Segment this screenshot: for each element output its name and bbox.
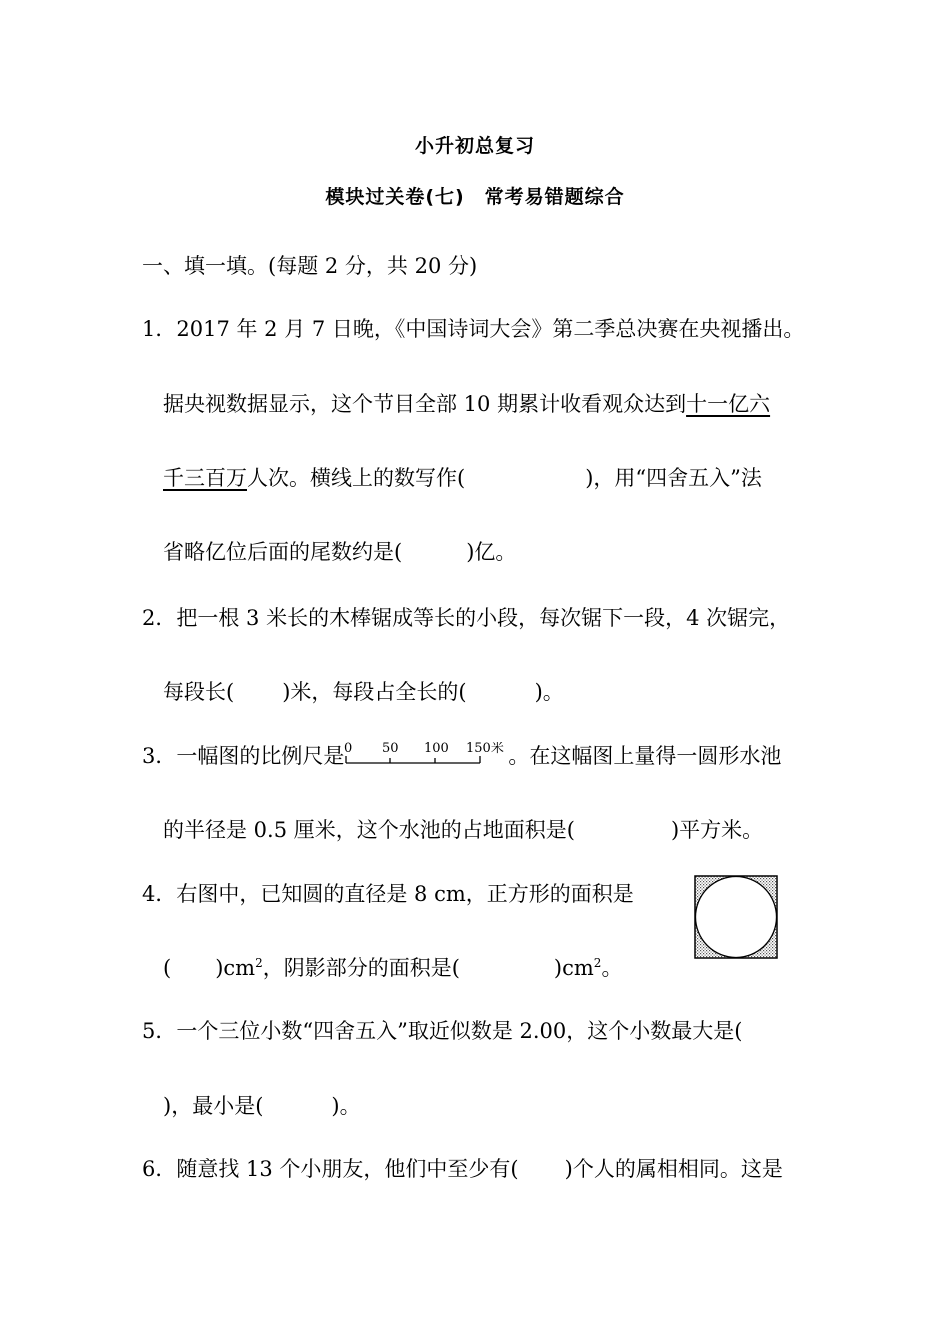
q3-text: 3．一幅图的比例尺是 [142,744,345,768]
q1-text: 省略亿位后面的尾数约是( [163,540,403,564]
q4-text: ( [163,956,172,980]
q5-line1: 5．一个三位小数“四舍五入”取近似数是 2.00，这个小数最大是( [142,1019,743,1043]
q2-text: 每段长( [163,680,235,704]
q3-line2 [163,816,763,844]
q1-line4 [163,538,516,566]
q4-text: ，阴影部分的面积是( [262,956,460,980]
q6-line1 [142,1155,783,1183]
q3-line1 [142,742,781,770]
page-subtitle: 模块过关卷(七) 常考易错题综合 [325,186,625,208]
q3-text: 的半径是 0.5 厘米，这个水池的占地面积是( [163,818,575,842]
q4-text: 。 [601,956,623,980]
q5-text: )。 [331,1094,361,1118]
scale-bar-graphic [344,742,508,772]
scale-label-0: 0 [344,742,353,756]
q1-underlined-number: 十一亿六 [686,392,771,416]
q1-line2 [163,390,770,418]
q3-text: 。在这幅图上量得一圆形水池 [508,744,782,768]
q1-underlined-number-cont: 千三百万 [163,466,247,490]
scale-label-150: 150米 [466,742,505,756]
scale-label-50: 50 [382,742,399,756]
q2-text: )米，每段占全长的( [282,680,467,704]
q6-text: 6．随意找 13 个小朋友，他们中至少有( [142,1157,519,1181]
page-title: 小升初总复习 [414,135,535,157]
q3-text: )平方米。 [670,818,764,842]
q2-line1: 2．把一根 3 米长的木棒锯成等长的小段，每次锯下一段，4 次锯完， [142,606,791,630]
q1-text: 人次。横线上的数写作( [247,466,466,490]
inscribed-circle [696,877,777,958]
q2-text: )。 [534,680,564,704]
figure-graphic [694,875,778,959]
q1-text: )亿。 [466,540,517,564]
circle-in-square-figure [694,875,778,959]
section-heading: 一、填一填。(每题 2 分，共 20 分) [142,254,478,278]
superscript: 2 [593,956,602,970]
q5-line2 [163,1092,361,1120]
scale-label-100: 100 [424,742,450,756]
q1-line3 [163,464,762,492]
q6-text: )个人的属相相同。这是 [564,1157,783,1181]
q4-text: )cm [553,956,594,980]
q2-line2 [163,678,564,706]
q1-line1: 1．2017 年 2 月 7 日晚，《中国诗词大会》第二季总决赛在央视播出。 [142,317,805,341]
q1-text: )，用“四舍五入”法 [585,466,762,490]
superscript: 2 [255,956,263,970]
q4-line1: 4．右图中，已知圆的直径是 8 cm，正方形的面积是 [142,882,634,906]
q4-line2 [163,954,622,982]
scale-bar [344,742,508,770]
q4-text: )cm [215,956,256,980]
q5-text: )，最小是( [163,1094,264,1118]
q1-text: 据央视数据显示，这个节目全部 10 期累计收看观众达到 [163,392,687,416]
